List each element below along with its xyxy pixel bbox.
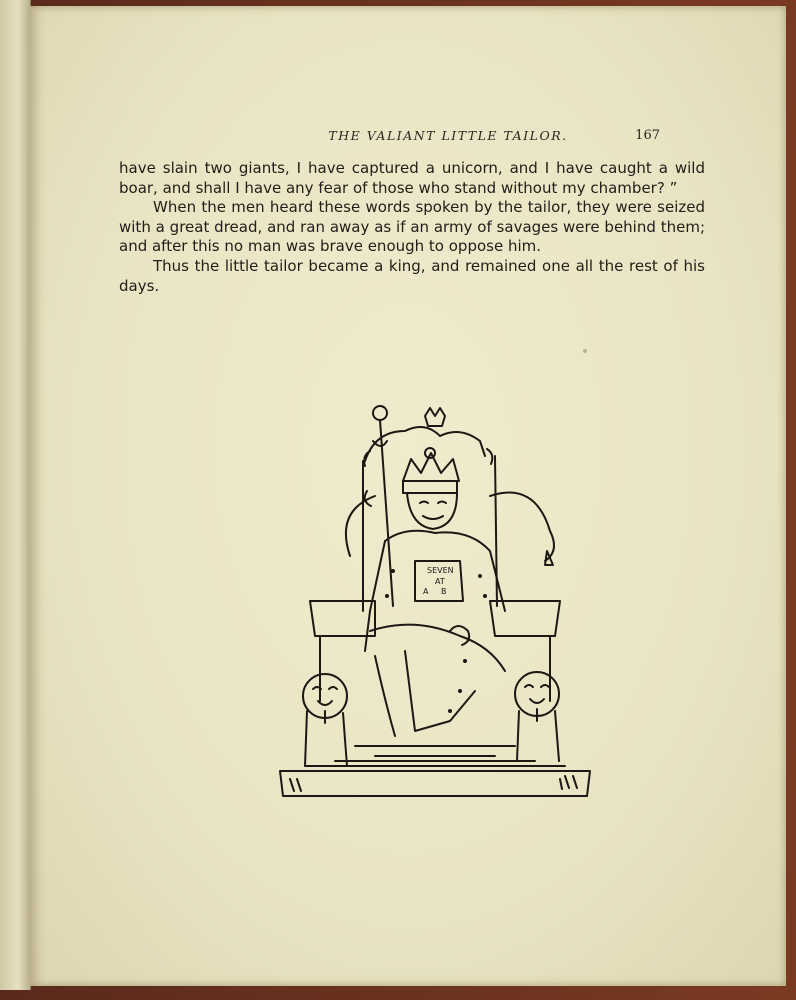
belt-text-line-3: A (423, 587, 429, 596)
king-on-throne-drawing (275, 401, 595, 806)
page-number: 167 (635, 128, 660, 143)
body-text (119, 159, 705, 296)
book-page (30, 6, 786, 986)
paragraph-3: Thus the little tailor became a king, and remained one all the rest of his days. (119, 256, 705, 295)
paper-speck (583, 349, 587, 353)
running-title: THE VALIANT LITTLE TAILOR. (328, 128, 568, 143)
belt-text-line-4: B (441, 587, 447, 596)
left-page-edge (0, 0, 31, 990)
belt-text-line-2: AT (435, 577, 445, 586)
paragraph-2: When the men heard these words spoken by the tailor, they were seized with a great dread, and ran away as if an army of savages were behind them; and after this no man was brave enough to oppose him. (119, 198, 705, 256)
belt-text-line-1: SEVEN (427, 566, 454, 575)
page-header (30, 128, 786, 148)
paragraph-1: have slain two giants, I have captured a unicorn, and I have caught a wild boar, and shall I have any fear of those who stand without my chamber? ” (119, 159, 705, 197)
king-tailor-illustration (275, 401, 595, 806)
